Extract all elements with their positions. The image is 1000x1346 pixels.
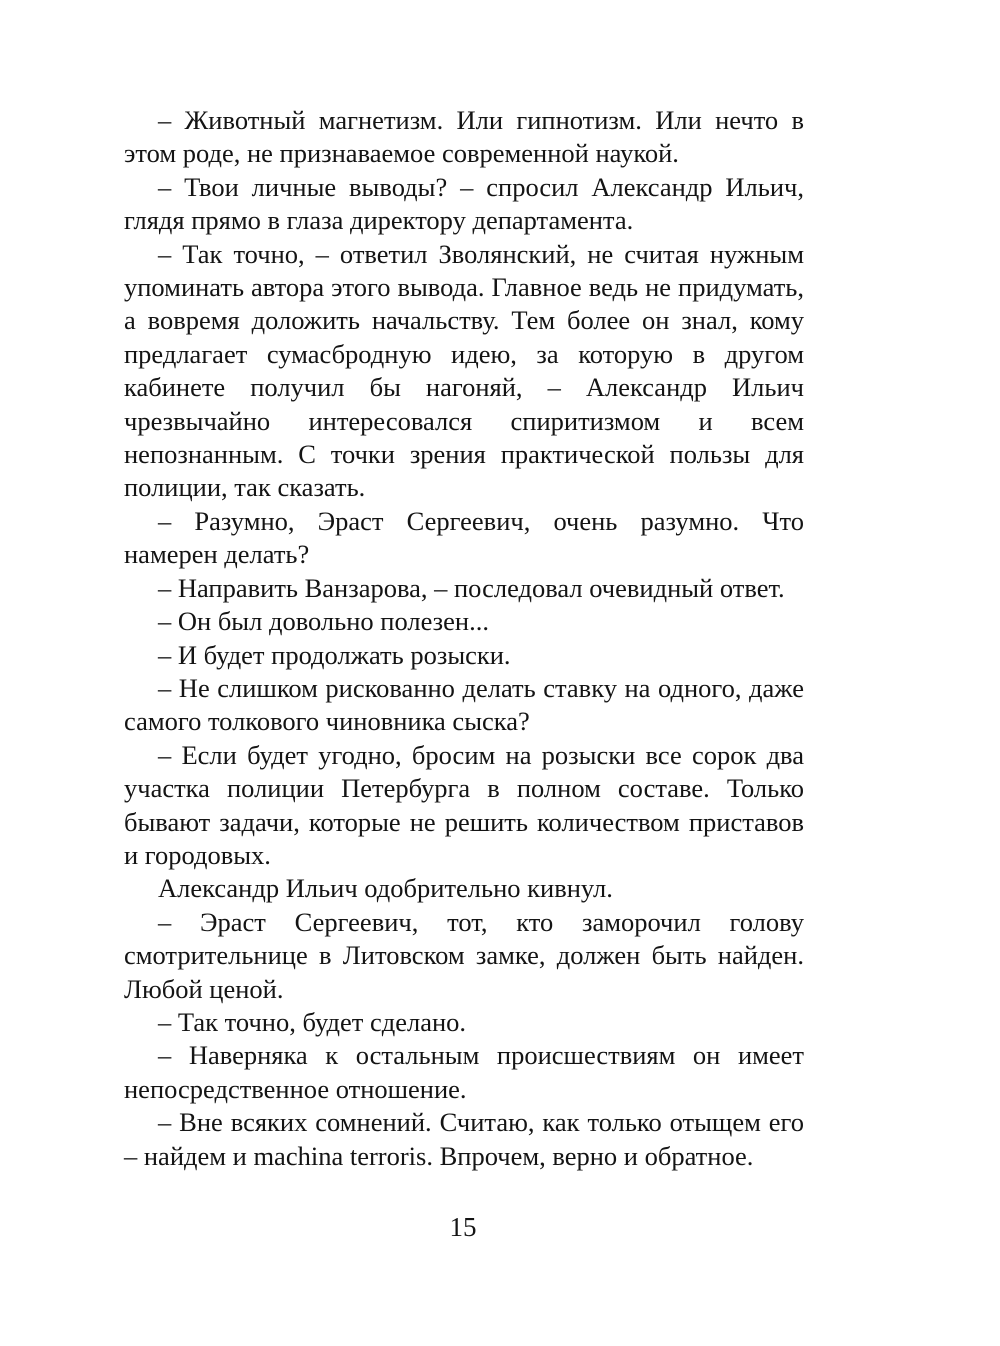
paragraph: Александр Ильич одобрительно кивнул.	[158, 873, 613, 904]
paragraph: – Твои личные выводы? – спросил Александр Ильич, глядя прямо в глаза директору департамента.	[124, 171, 804, 236]
paragraph: – Вне всяких сомнений. Считаю, как только отыщем его – найдем и machina terroris. Впрочем, верно и обратное.	[124, 1107, 804, 1171]
paragraph: – Так точно, будет сделано.	[158, 1006, 467, 1037]
paragraph: – Так точно, – ответил Зволянский, не считая нужным упоминать автора этого вывода. Главное ведь не придумать, а вовремя доложить начальству. Тем более он знал, кому предлагает сумасбродную идею, за которую в другом кабинете получил бы нагоняй, – Александр Ильич чрезвычайно интересовался спиритизмом и всем непознанным. С точки зрения практической пользы для полиции, так сказать.	[124, 238, 804, 503]
paragraph: – Эраст Сергеевич, тот, кто заморочил голову смотрительнице в Литовском замке, должен быть найден. Любой ценой.	[124, 906, 804, 1004]
page-number: 15	[449, 1212, 477, 1242]
paragraph: – Не слишком рискованно делать ставку на одного, даже самого толкового чиновника сыска?	[124, 672, 804, 737]
paragraph: – Разумно, Эраст Сергеевич, очень разумно. Что намерен делать?	[124, 505, 804, 570]
paragraph: – Он был довольно полезен...	[158, 606, 489, 637]
paragraph: – Если будет угодно, бросим на розыски все сорок два участка полиции Петербурга в полном составе. Только бывают задачи, которые не решить количеством приставов и городовых.	[124, 739, 804, 870]
page-text	[124, 104, 804, 1173]
paragraph: – Направить Ванзарова, – последовал очевидный ответ.	[158, 572, 785, 603]
paragraph: – Животный магнетизм. Или гипнотизм. Или нечто в этом роде, не признаваемое современной наукой.	[124, 105, 804, 169]
paragraph: – Наверняка к остальным происшествиям он имеет непосредственное отношение.	[124, 1040, 804, 1104]
paragraph: – И будет продолжать розыски.	[158, 639, 511, 670]
